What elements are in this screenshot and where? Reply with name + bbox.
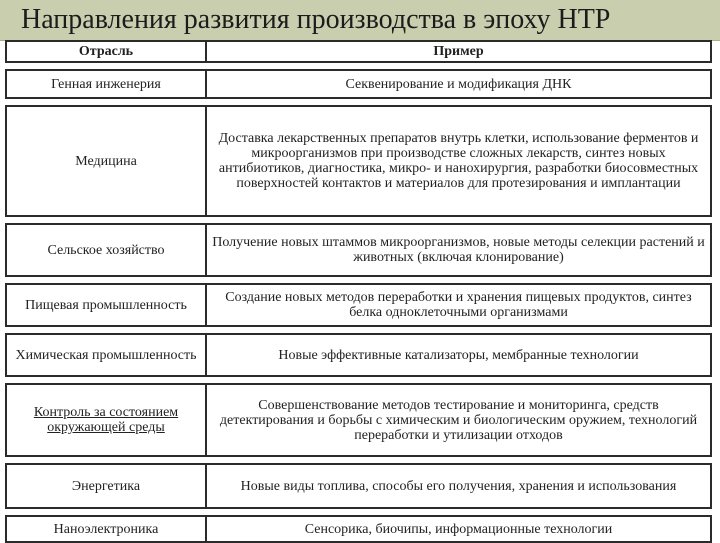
spacer-cell	[6, 376, 711, 384]
sector-cell: Химическая промышленность	[6, 334, 206, 376]
example-cell: Получение новых штаммов микроорганизмов, новые методы селекции растений и животных (включая клонирование)	[206, 224, 711, 276]
table-row	[6, 464, 711, 508]
sector-cell: Энергетика	[6, 464, 206, 508]
page-title: Направления развития производства в эпоху НТР	[21, 4, 611, 35]
spacer-cell	[6, 326, 711, 334]
row-spacer	[6, 508, 711, 516]
table-row	[6, 334, 711, 376]
example-cell: Сенсорика, биочипы, информационные технологии	[206, 516, 711, 542]
table-row	[6, 516, 711, 542]
spacer-cell	[6, 508, 711, 516]
sector-cell: Генная инженерия	[6, 70, 206, 98]
sector-cell: Медицина	[6, 106, 206, 216]
example-cell: Совершенствование методов тестирование и мониторинга, средств детектирования и борьбы с химическим и биологическим оружием, технологий переработки и утилизации отходов	[206, 384, 711, 456]
title-bar	[0, 0, 720, 41]
spacer-cell	[6, 456, 711, 464]
row-spacer	[6, 62, 711, 70]
row-spacer	[6, 98, 711, 106]
table-row	[6, 224, 711, 276]
spacer-cell	[6, 98, 711, 106]
table-header-row	[6, 41, 711, 62]
example-cell: Новые виды топлива, способы его получения, хранения и использования	[206, 464, 711, 508]
example-cell: Новые эффективные катализаторы, мембранные технологии	[206, 334, 711, 376]
row-spacer	[6, 456, 711, 464]
sector-cell: Сельское хозяйство	[6, 224, 206, 276]
sector-cell: Наноэлектроника	[6, 516, 206, 542]
header-sector: Отрасль	[6, 41, 206, 62]
spacer-cell	[6, 276, 711, 284]
spacer-cell	[6, 216, 711, 224]
table-container	[5, 40, 712, 540]
example-cell: Доставка лекарственных препаратов внутрь клетки, использование ферментов и микроорганизмов при производстве сложных лекарств, синтез новых антибиотиков, диагностика, микро- и нанохирургия, разработки биосовместных поверхностей контактов и материалов для протезирования и имплантации	[206, 106, 711, 216]
row-spacer	[6, 376, 711, 384]
header-example: Пример	[206, 41, 711, 62]
production-directions-table	[5, 40, 712, 543]
row-spacer	[6, 216, 711, 224]
table-row	[6, 384, 711, 456]
spacer-cell	[6, 62, 711, 70]
table-row	[6, 284, 711, 326]
row-spacer	[6, 276, 711, 284]
row-spacer	[6, 326, 711, 334]
sector-cell: Контроль за состоянием окружающей среды	[6, 384, 206, 456]
example-cell: Создание новых методов переработки и хранения пищевых продуктов, синтез белка одноклеточными организмами	[206, 284, 711, 326]
example-cell: Секвенирование и модификация ДНК	[206, 70, 711, 98]
table-row	[6, 106, 711, 216]
table-row	[6, 70, 711, 98]
sector-cell: Пищевая промышленность	[6, 284, 206, 326]
